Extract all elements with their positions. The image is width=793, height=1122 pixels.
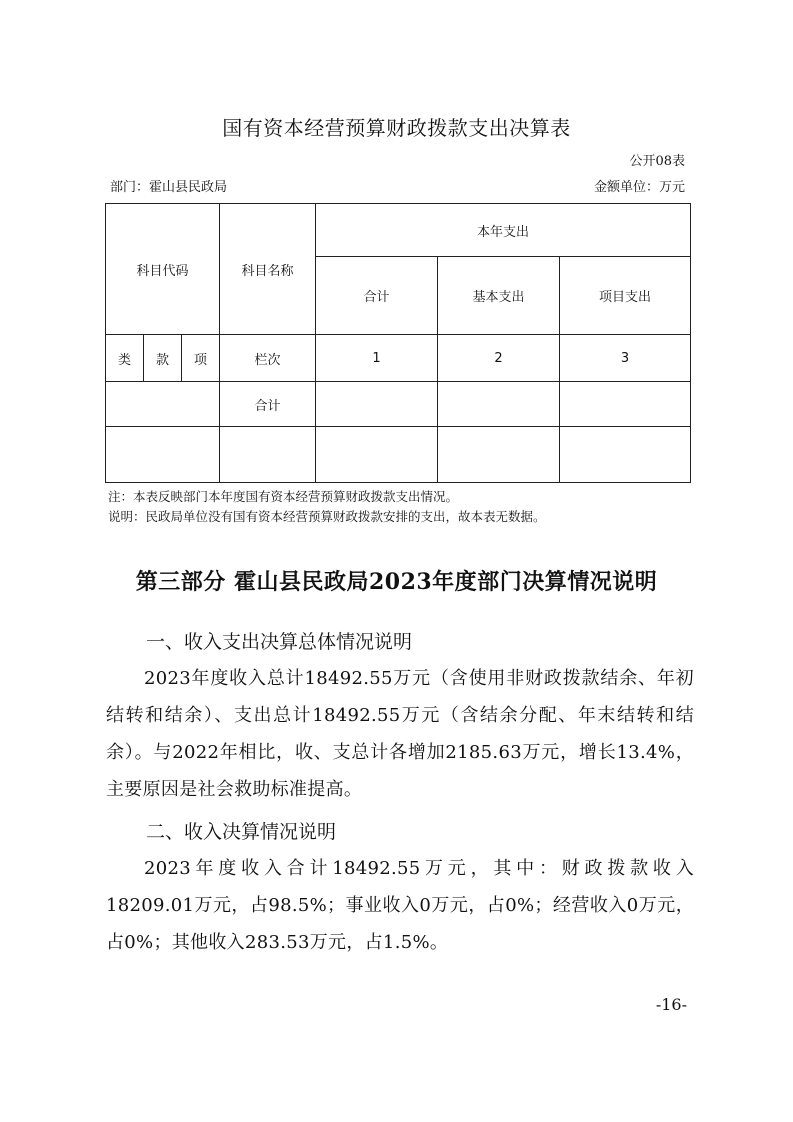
table-explanation: 说明：民政局单位没有国有资本经营预算财政拨款安排的支出，故本表无数据。 bbox=[108, 509, 546, 524]
table-title: 国有资本经营预算财政拨款支出决算表 bbox=[222, 116, 571, 140]
section2-paragraph: 2023年度收入合计18492.55万元，其中：财政拨款收入18209.01万元，占98.5%；事业收入0万元，占0%；经营收入0万元，占0%；其他收入283.53万元，占1.5%。 bbox=[106, 858, 694, 953]
total-row-total bbox=[316, 382, 438, 427]
index-category: 类 bbox=[106, 335, 144, 382]
table-note: 注：本表反映部门本年度国有资本经营预算财政拨款支出情况。 bbox=[108, 489, 459, 504]
header-project-expense: 项目支出 bbox=[560, 257, 691, 335]
page-number: -16- bbox=[655, 995, 687, 1014]
index-col-1: 1 bbox=[316, 335, 438, 382]
total-row-code bbox=[106, 382, 220, 427]
index-section: 款 bbox=[144, 335, 182, 382]
empty-row-code bbox=[106, 427, 220, 483]
empty-row-name bbox=[220, 427, 316, 483]
total-row-basic bbox=[438, 382, 560, 427]
section2-heading: 二、收入决算情况说明 bbox=[146, 821, 337, 843]
index-col-2: 2 bbox=[438, 335, 560, 382]
index-col-3: 3 bbox=[560, 335, 691, 382]
part-title: 第三部分 霍山县民政局2023年度部门决算情况说明 bbox=[135, 569, 658, 595]
amount-unit-label: 金额单位：万元 bbox=[593, 180, 685, 195]
section1-paragraph: 2023年度收入总计18492.55万元（含使用非财政拨款结余、年初结转和结余）、支出总计18492.55万元（含结余分配、年末结转和结余）。与2022年相比，收、支总计各增加2185.63万元，增长13.4%，主要原因是社会救助标准提高。 bbox=[106, 668, 694, 800]
empty-row-project bbox=[560, 427, 691, 483]
budget-table bbox=[105, 203, 691, 483]
form-code: 公开08表 bbox=[629, 154, 685, 169]
header-total: 合计 bbox=[316, 257, 438, 335]
index-column-label: 栏次 bbox=[220, 335, 316, 382]
header-subject-name: 科目名称 bbox=[220, 204, 316, 335]
total-row-project bbox=[560, 382, 691, 427]
header-basic-expense: 基本支出 bbox=[438, 257, 560, 335]
empty-row-total bbox=[316, 427, 438, 483]
total-row-label: 合计 bbox=[220, 382, 316, 427]
header-subject-code: 科目代码 bbox=[106, 204, 220, 335]
empty-row-basic bbox=[438, 427, 560, 483]
index-item: 项 bbox=[182, 335, 220, 382]
header-current-year-expense: 本年支出 bbox=[316, 204, 691, 257]
section1-heading: 一、收入支出决算总体情况说明 bbox=[146, 631, 413, 653]
department-label: 部门：霍山县民政局 bbox=[110, 180, 228, 195]
